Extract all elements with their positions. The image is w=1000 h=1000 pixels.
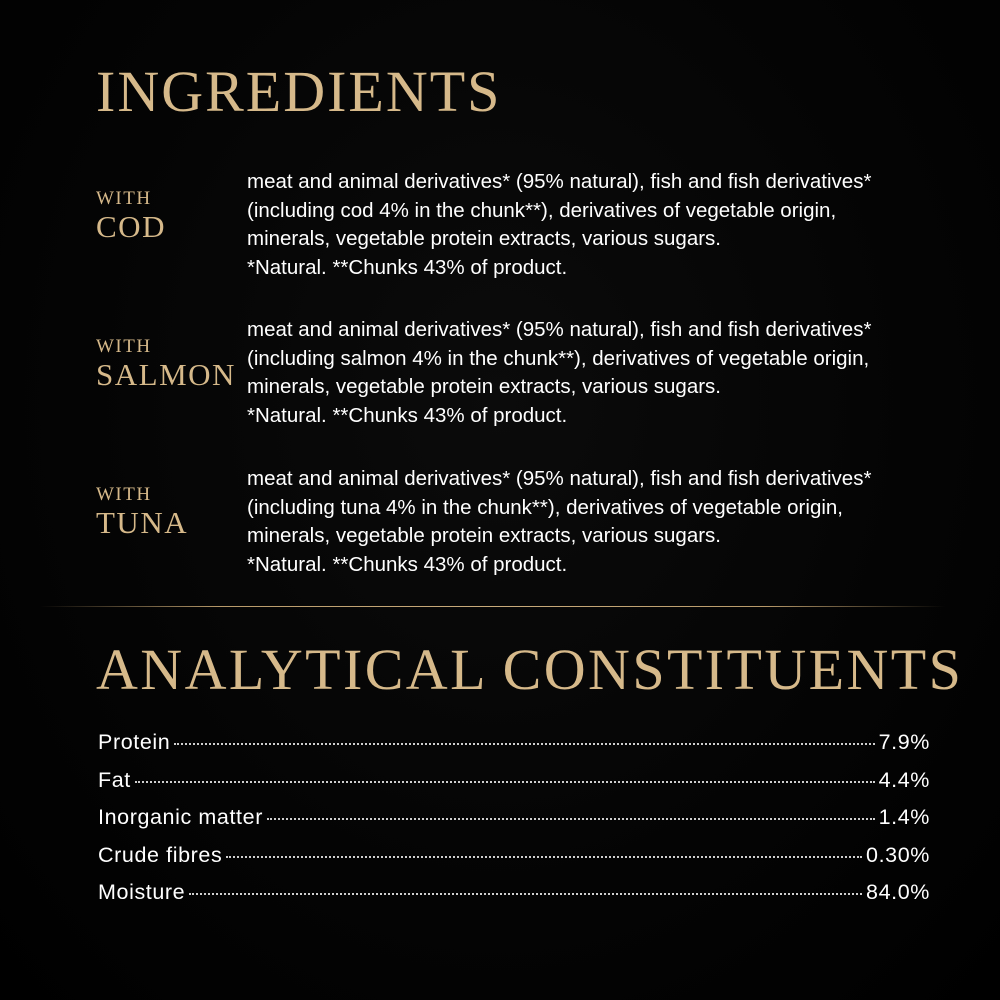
variant-with-label: WITH bbox=[96, 188, 152, 209]
variant-name: COD bbox=[96, 209, 166, 244]
ingredient-footnote: *Natural. **Chunks 43% of product. bbox=[247, 255, 568, 279]
constituent-name: Crude fibres bbox=[98, 842, 223, 867]
variant-with-label: WITH bbox=[96, 336, 152, 357]
ingredient-line: (including tuna 4% in the chunk**), derivatives of vegetable origin, bbox=[247, 495, 843, 519]
dot-leader bbox=[267, 818, 875, 820]
constituent-name: Moisture bbox=[98, 880, 186, 904]
constituent-row-protein bbox=[98, 730, 930, 768]
constituent-name: Fat bbox=[98, 767, 131, 792]
dot-leader bbox=[189, 893, 862, 895]
dot-leader bbox=[226, 856, 862, 858]
constituents-list bbox=[98, 730, 930, 918]
variant-label bbox=[96, 484, 246, 540]
ingredient-footnote: *Natural. **Chunks 43% of product. bbox=[247, 552, 568, 576]
constituent-value: 4.4% bbox=[878, 767, 930, 792]
ingredient-line: meat and animal derivatives* (95% natural), fish and fish derivatives* bbox=[247, 318, 872, 341]
constituent-value: 1.4% bbox=[878, 805, 930, 829]
variant-cod bbox=[96, 168, 996, 288]
dot-leader bbox=[174, 743, 874, 745]
ingredient-description bbox=[247, 168, 987, 282]
ingredient-footnote: *Natural. **Chunks 43% of product. bbox=[247, 403, 568, 427]
constituent-value: 0.30% bbox=[866, 842, 930, 867]
analytical-constituents-heading: ANALYTICAL CONSTITUENTS bbox=[96, 637, 964, 702]
section-divider bbox=[40, 606, 945, 607]
ingredient-line: (including cod 4% in the chunk**), derivatives of vegetable origin, bbox=[247, 198, 837, 222]
constituent-name: Protein bbox=[98, 730, 171, 754]
ingredient-line: minerals, vegetable protein extracts, various sugars. bbox=[247, 375, 722, 398]
constituent-row-crude-fibres bbox=[98, 843, 930, 881]
variant-name: TUNA bbox=[96, 505, 189, 540]
constituent-row-moisture bbox=[98, 880, 930, 918]
variant-label bbox=[96, 188, 246, 244]
ingredient-line: minerals, vegetable protein extracts, various sugars. bbox=[247, 227, 722, 250]
constituent-row-fat bbox=[98, 768, 930, 806]
ingredient-line: (including salmon 4% in the chunk**), derivatives of vegetable origin, bbox=[247, 346, 870, 370]
constituent-row-inorganic-matter bbox=[98, 805, 930, 843]
constituent-name: Inorganic matter bbox=[98, 805, 263, 829]
constituent-value: 84.0% bbox=[866, 880, 930, 904]
variant-tuna bbox=[96, 465, 996, 585]
variant-with-label: WITH bbox=[96, 484, 152, 505]
ingredient-line: meat and animal derivatives* (95% natural), fish and fish derivatives* bbox=[247, 467, 872, 490]
ingredient-description bbox=[247, 316, 987, 430]
ingredient-line: meat and animal derivatives* (95% natural), fish and fish derivatives* bbox=[247, 170, 872, 193]
constituent-value: 7.9% bbox=[878, 730, 930, 754]
ingredient-description bbox=[247, 465, 987, 579]
dot-leader bbox=[135, 781, 875, 783]
variant-label bbox=[96, 336, 246, 392]
variant-salmon bbox=[96, 316, 996, 436]
variant-name: SALMON bbox=[96, 357, 236, 392]
ingredient-line: minerals, vegetable protein extracts, various sugars. bbox=[247, 524, 722, 547]
ingredients-heading: INGREDIENTS bbox=[96, 59, 502, 124]
